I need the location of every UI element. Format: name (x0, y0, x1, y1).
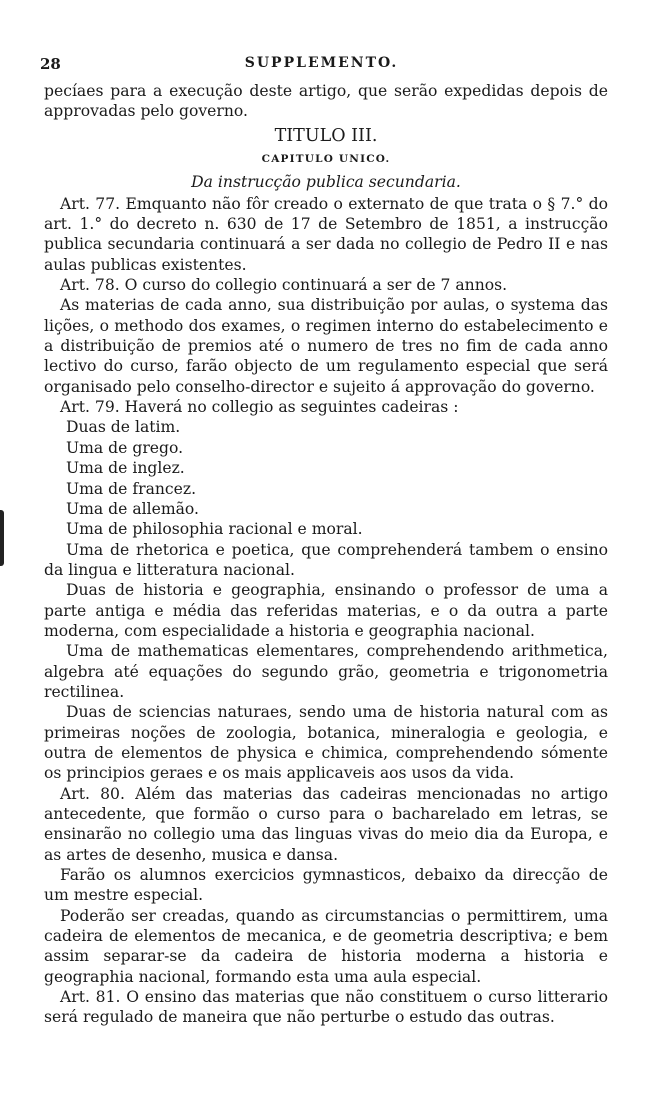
cadeira-item: Uma de francez. (66, 479, 197, 498)
cadeira-item: Duas de sciencias naturaes, sendo uma de historia natural com as primeiras noções de zoologia, botanica, mineralogia e geologia, e outra de elementos de physica e chimica, comprehendendo sómente os principios geraes e os mais applicaveis aos usos da vida. (44, 703, 608, 783)
article-80-novas-cadeiras: Poderão ser creadas, quando as circumstancias o permittirem, uma cadeira de elementos de mecanica, e de geometria descriptiva; e bem assim separar-se da cadeira de historia moderna a historia e geographia nacional, formando esta uma aula especial. (44, 906, 608, 986)
page-header (40, 55, 603, 75)
cadeira-item: Duas de latim. (66, 418, 181, 437)
margin-ink-mark (0, 510, 4, 566)
cadeira-item: Uma de allemão. (66, 499, 200, 518)
cadeira-item: Duas de historia e geographia, ensinando o professor de uma a parte antiga e média das referidas materias, e o da outra a parte moderna, com especialidade a historia e geographia nacional. (44, 581, 608, 640)
article-81: Art. 81. O ensino das materias que não constituem o curso litterario será regulado de maneira que não perturbe o estudo das outras. (44, 988, 608, 1027)
article-79: Art. 79. Haverá no collegio as seguintes cadeiras : (60, 398, 459, 417)
running-head: SUPPLEMENTO. (244, 55, 399, 71)
cadeira-item: Uma de philosophia racional e moral. (66, 520, 363, 539)
article-80-gymnastica: Farão os alumnos exercicios gymnasticos, debaixo da direcção de um mestre especial. (44, 866, 608, 905)
article-78: Art. 78. O curso do collegio continuará a ser de 7 annos. (60, 276, 508, 295)
chapter-heading: CAPITULO UNICO. (261, 152, 391, 165)
article-78-materias: As materias de cada anno, sua distribuição por aulas, o systema das lições, o methodo dos exames, o regimen interno do estabelecimento e a distribuição de premios até o numero de tres no fim de cada anno lectivo do curso, farão objecto de um regulamento especial que será organisado pelo conselho-director e sujeito á approvação do governo. (44, 296, 608, 396)
cadeiras-list (44, 417, 608, 783)
page-number: 28 (40, 55, 61, 73)
body-text (44, 81, 608, 1028)
article-77: Art. 77. Emquanto não fôr creado o externato de que trata o § 7.° do art. 1.° do decreto n. 630 de 17 de Setembro de 1851, a instrucção publica secundaria continuará a ser dada no collegio de Pedro II e nas aulas publicas existentes. (44, 194, 608, 274)
cadeira-item: Uma de mathematicas elementares, comprehendendo arithmetica, algebra até equações do segundo grão, geometria e trigonometria rectilinea. (44, 642, 608, 701)
article-80: Art. 80. Além das materias das cadeiras mencionadas no artigo antecedente, que formão o curso para o bacharelado em letras, se ensinarão no collegio uma das linguas vivas do meio dia da Europa, e as artes de desenho, musica e dansa. (44, 784, 608, 864)
cadeira-item: Uma de rhetorica e poetica, que comprehenderá tambem o ensino da lingua e litteratura nacional. (44, 540, 608, 579)
title-heading: TITULO III. (274, 125, 378, 146)
cadeira-item: Uma de inglez. (66, 459, 185, 478)
section-subtitle: Da instrucção publica secundaria. (191, 172, 461, 191)
continuation-paragraph: pecíaes para a execução deste artigo, que serão expedidas depois de approvadas pelo governo. (44, 82, 608, 121)
cadeira-item: Uma de grego. (66, 438, 184, 457)
